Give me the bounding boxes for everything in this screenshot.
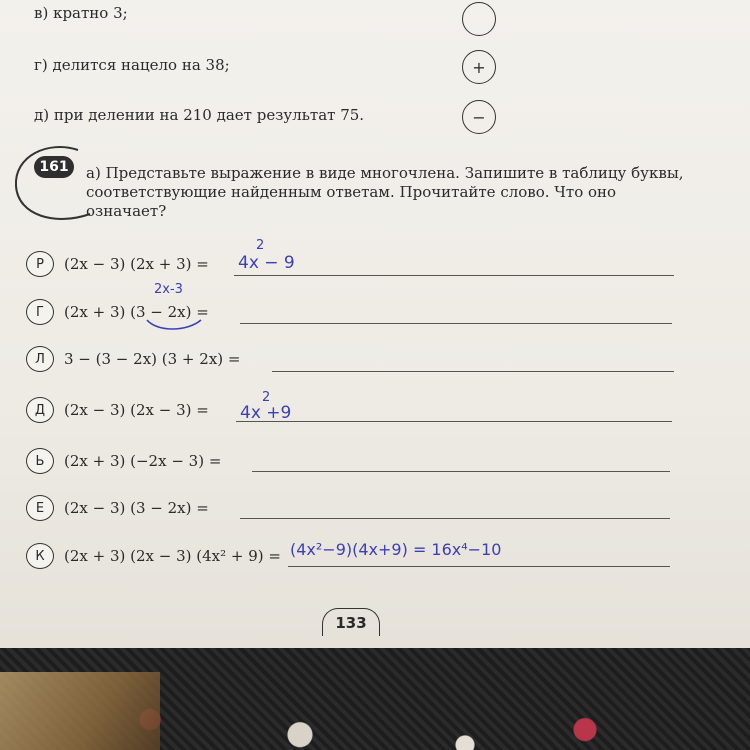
row-l bbox=[26, 345, 240, 373]
expr-l: 3 − (3 − 2x) (3 + 2x) = bbox=[64, 350, 241, 368]
answer-line-soft bbox=[252, 471, 670, 472]
background-fabric-accent bbox=[0, 672, 160, 750]
item-v: в) кратно 3; bbox=[34, 4, 128, 22]
answer-line-e bbox=[240, 518, 670, 519]
answer-line-k bbox=[288, 566, 670, 567]
row-k bbox=[26, 542, 281, 570]
handwriting-r-exp: 2 bbox=[256, 238, 265, 253]
task-number-badge: 161 bbox=[34, 156, 74, 178]
expr-d: (2x − 3) (2x − 3) = bbox=[64, 401, 209, 419]
item-d: д) при делении на 210 дает результат 75. bbox=[34, 106, 365, 124]
answer-line-g bbox=[240, 323, 672, 324]
letter-d: Д bbox=[26, 397, 54, 423]
handwriting-k: (4x²−9)(4x+9) = 16x⁴−10 bbox=[290, 540, 502, 559]
row-d bbox=[26, 396, 209, 424]
answer-line-l bbox=[272, 371, 674, 372]
answer-line-d bbox=[236, 421, 672, 422]
answer-circle-v bbox=[462, 2, 496, 36]
letter-k: К bbox=[26, 543, 54, 569]
handwriting-g-note: 2x-3 bbox=[154, 282, 183, 297]
expr-e: (2x − 3) (3 − 2x) = bbox=[64, 499, 209, 517]
answer-line-r bbox=[234, 275, 674, 276]
letter-soft: Ь bbox=[26, 448, 54, 474]
handwriting-g-underarc bbox=[143, 318, 205, 334]
letter-l: Л bbox=[26, 346, 54, 372]
row-e bbox=[26, 494, 209, 522]
handwriting-d-exp: 2 bbox=[262, 390, 271, 405]
row-r bbox=[26, 250, 209, 278]
expr-g: (2x + 3) (3 − 2x) = bbox=[64, 303, 209, 321]
letter-g: Г bbox=[26, 299, 54, 325]
answer-circle-g: + bbox=[462, 50, 496, 84]
task-text: а) Представьте выражение в виде многочлена. Запишите в таблицу буквы, соответствующие найденным ответам. Прочитайте слово. Что оно означает? bbox=[86, 164, 684, 220]
letter-r: Р bbox=[26, 251, 54, 277]
item-g: г) делится нацело на 38; bbox=[34, 56, 230, 74]
letter-e: Е bbox=[26, 495, 54, 521]
expr-k: (2x + 3) (2x − 3) (4x² + 9) = bbox=[64, 547, 281, 565]
handwriting-d: 4x +9 bbox=[240, 403, 292, 423]
handwriting-r: 4x − 9 bbox=[238, 253, 295, 273]
expr-soft: (2x + 3) (−2x − 3) = bbox=[64, 452, 222, 470]
answer-circle-d: − bbox=[462, 100, 496, 134]
row-soft bbox=[26, 447, 221, 475]
expr-r: (2x − 3) (2x + 3) = bbox=[64, 255, 209, 273]
page-number: 133 bbox=[322, 608, 380, 636]
